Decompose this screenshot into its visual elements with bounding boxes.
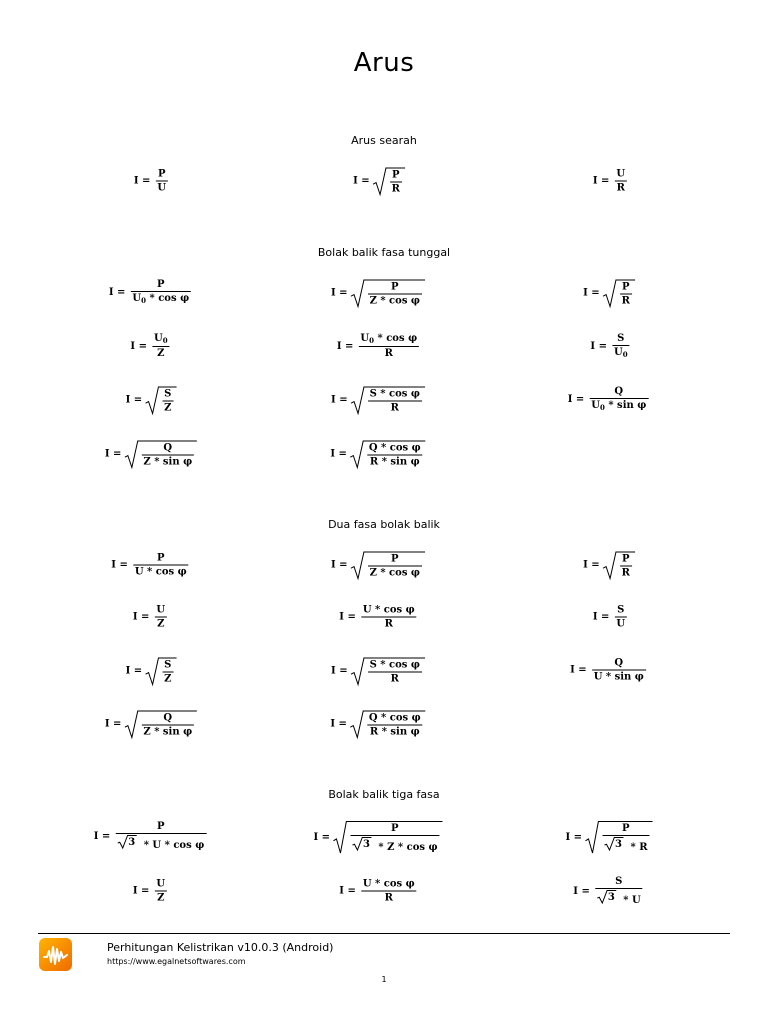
formula: I = $\frac{U_0 * \cos \varphi}{R}$ [336,333,418,359]
formula: I = $\frac{P}{R}$ [353,168,405,195]
formula: I = $\frac{Q}{\text{Z * sin φ}}$ [105,711,197,738]
formula: I = P 3 * Z * cos φ [313,821,442,853]
formula: I = $\frac{\text{S * cos φ}}{R}$ [331,387,425,414]
formula: I = $\frac{\text{U * cos φ}}{R}$ [339,604,415,630]
page-title: Arus [353,48,415,78]
formula: I = $\frac{U}{Z}$ [132,878,166,904]
footer-url-link[interactable]: https://www.egalnetsoftwares.com [107,957,246,966]
formula: I = $\frac{Q}{\text{U * sin φ}}$ [570,657,644,683]
formula: I = $\frac{\text{Q * cos φ}}{\text{R * sin φ}}$ [330,441,425,468]
formula: I = $\frac{P}{R}$ [583,280,635,307]
formula: I = $\frac{U_0}{Z}$ [130,333,168,359]
section-heading-tiga-fasa: Bolak balik tiga fasa [328,788,440,801]
section-heading-arus-searah: Arus searah [351,134,417,147]
formula: I = $\frac{P}{U_0 * \cos \varphi}$ [108,279,190,305]
formula: I = P 3 * U * cos φ [93,821,205,851]
section-heading-dua-fasa: Dua fasa bolak balik [328,518,440,531]
page-number: 1 [381,975,387,984]
formula: I = $\frac{P}{\text{Z * cos φ}}$ [331,552,425,579]
formula: I = $\frac{U}{R}$ [592,168,626,194]
formula: I = $\frac{S}{U_0}$ [590,333,628,359]
formula: I = $\frac{P}{\text{Z * cos φ}}$ [331,280,425,307]
formula: I = $\frac{U}{Z}$ [132,604,166,630]
formula: I = $\frac{Q}{U_0 * \sin \varphi}$ [567,386,647,412]
footer-divider [38,933,730,934]
section-heading-fasa-tunggal: Bolak balik fasa tunggal [317,246,451,259]
formula: I = $\frac{P}{R}$ [583,552,635,579]
formula: I = $\frac{S}{Z}$ [126,658,177,685]
formula: I = $\frac{Q}{\text{Z * sin φ}}$ [105,441,197,468]
formula: I = $\frac{\text{Q * cos φ}}{\text{R * sin φ}}$ [330,711,425,738]
formula: I = $\frac{P}{U}$ [133,168,167,194]
formula: I = $\frac{P}{\text{U * cos φ}}$ [111,552,187,578]
formula: I = $\frac{S}{Z}$ [126,387,177,414]
waveform-app-icon [39,938,72,971]
formula: I = P 3 * R [565,821,652,853]
footer-app-name: Perhitungan Kelistrikan v10.0.3 (Android) [107,941,334,954]
formula: I = $\frac{\text{S * cos φ}}{R}$ [331,658,425,685]
formula: I = $\frac{S}{U}$ [592,604,626,630]
formula: I = $\frac{\text{U * cos φ}}{R}$ [339,878,415,904]
formula: I = S 3 * U [573,876,641,906]
